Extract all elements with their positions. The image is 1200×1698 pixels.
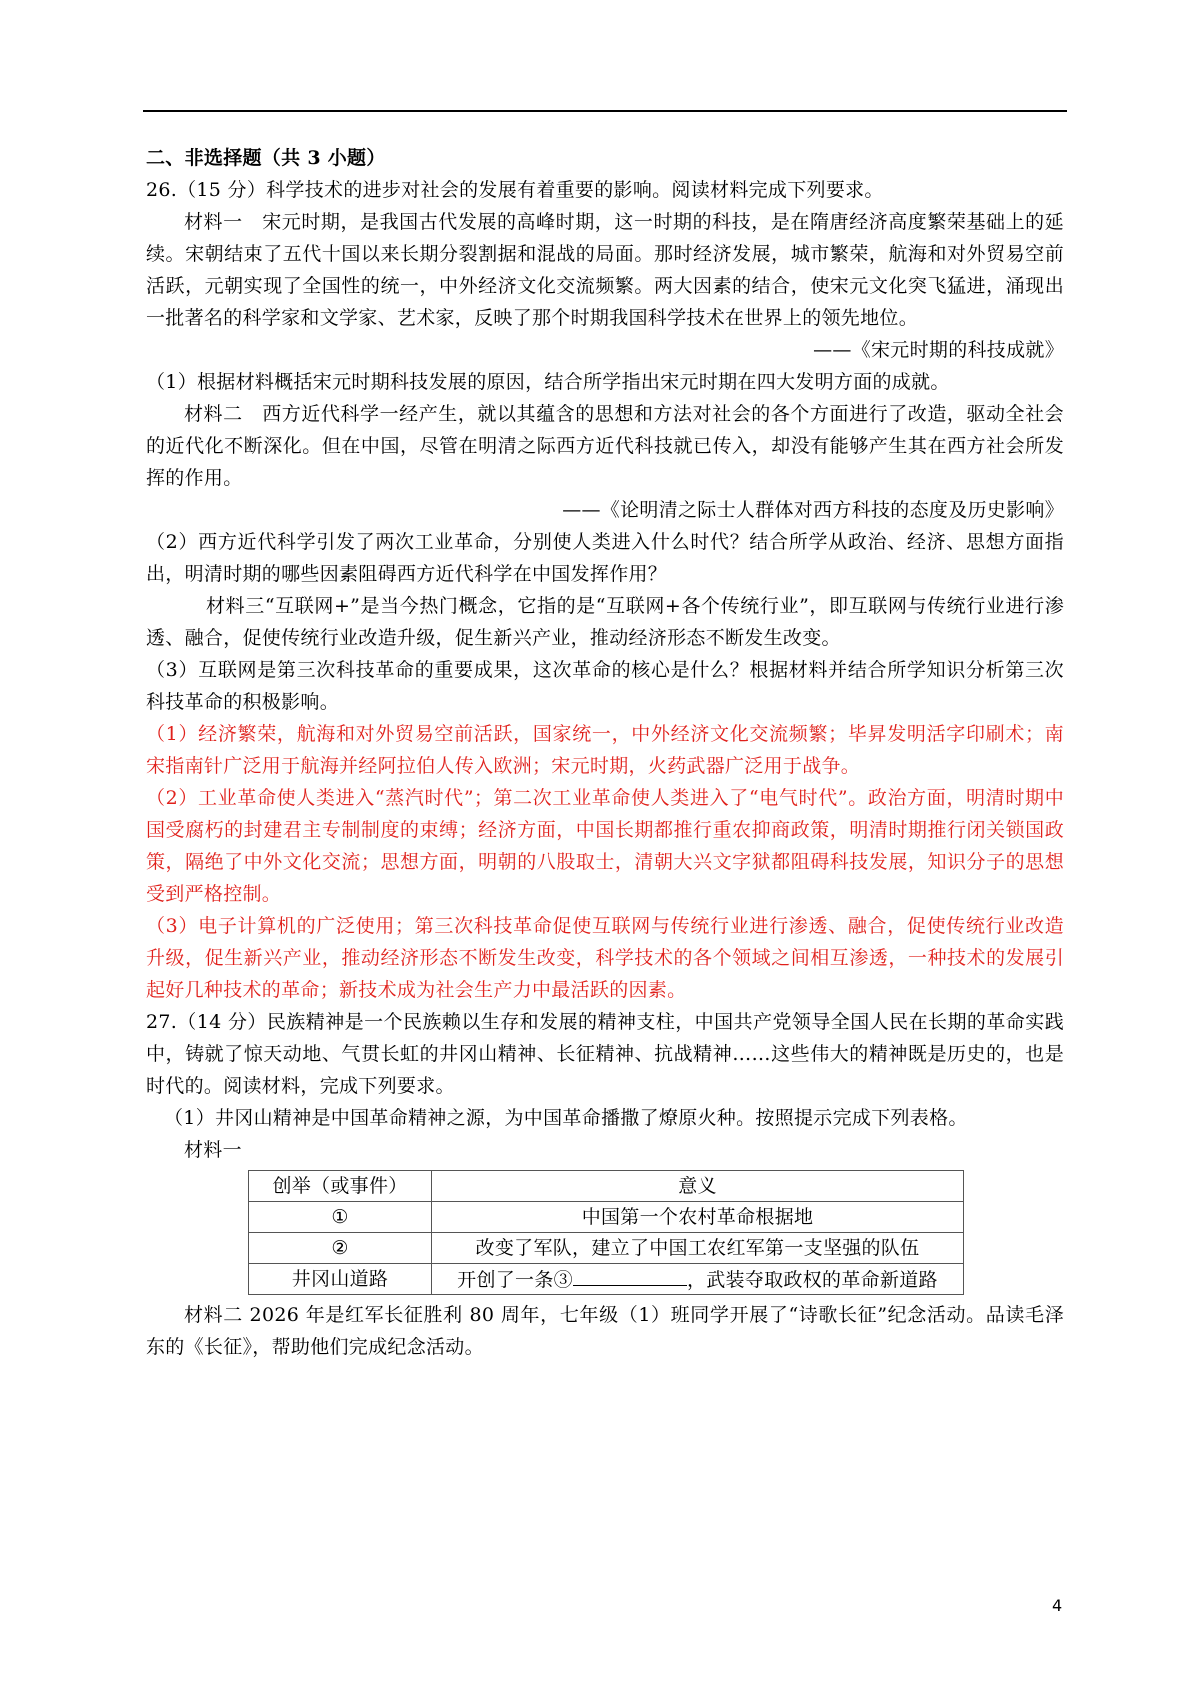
header-rule xyxy=(143,110,1067,112)
table-cell: 井冈山道路 xyxy=(249,1264,432,1295)
q26-sub2: （2）西方近代科学引发了两次工业革命，分别使人类进入什么时代？结合所学从政治、经济、思想方面指出，明清时期的哪些因素阻碍西方近代科学在中国发挥作用？ xyxy=(146,531,1064,585)
page-number: 4 xyxy=(1052,1596,1063,1615)
q26-answer3: （3）电子计算机的广泛使用；第三次科技革命促使互联网与传统行业进行渗透、融合，促使传统行业改造升级，促生新兴产业，推动经济形态不断发生改变，科学技术的各个领域之间相互渗透，一种技术的发展引起好几种技术的革命；新技术成为社会生产力中最活跃的因素。 xyxy=(146,915,1064,1001)
table-header-row xyxy=(249,1171,964,1202)
page-content xyxy=(146,142,1064,1363)
q26-answer1: （1）经济繁荣，航海和对外贸易空前活跃，国家统一，中外经济文化交流频繁；毕昇发明活字印刷术；南宋指南针广泛用于航海并经阿拉伯人传入欧洲；宋元时期，火药武器广泛用于战争。 xyxy=(146,723,1064,777)
q26-stem: 26.（15 分）科学技术的进步对社会的发展有着重要的影响。阅读材料完成下列要求。 xyxy=(146,179,884,201)
blank-suffix: ，武装夺取政权的革命新道路 xyxy=(686,1268,938,1291)
q27-material1-label: 材料一 xyxy=(184,1139,242,1161)
jinggangshan-table xyxy=(248,1170,964,1295)
table-cell-with-blank xyxy=(432,1264,964,1295)
table-row xyxy=(249,1264,964,1295)
blank-prefix: 开创了一条③ xyxy=(457,1268,573,1291)
answer-blank[interactable] xyxy=(573,1265,687,1286)
table-header-cell: 意义 xyxy=(432,1171,964,1202)
q26-source2: ——《论明清之际士人群体对西方科技的态度及历史影响》 xyxy=(562,499,1064,521)
table-cell: 改变了军队，建立了中国工农红军第一支坚强的队伍 xyxy=(432,1233,964,1264)
table-row xyxy=(249,1233,964,1264)
table-row xyxy=(249,1202,964,1233)
q26-source1: ——《宋元时期的科技成就》 xyxy=(813,339,1064,361)
q27-stem: 27.（14 分）民族精神是一个民族赖以生存和发展的精神支柱，中国共产党领导全国人民在长期的革命实践中，铸就了惊天动地、气贯长虹的井冈山精神、长征精神、抗战精神……这些伟大的精神既是历史的，也是时代的。阅读材料，完成下列要求。 xyxy=(146,1011,1064,1097)
q26-sub1: （1）根据材料概括宋元时期科技发展的原因，结合所学指出宋元时期在四大发明方面的成就。 xyxy=(146,371,950,393)
section-title: 二、非选择题（共 3 小题） xyxy=(146,147,386,169)
q26-material2: 材料二 西方近代科学一经产生，就以其蕴含的思想和方法对社会的各个方面进行了改造，驱动全社会的近代化不断深化。但在中国，尽管在明清之际西方近代科技就已传入，却没有能够产生其在西方社会所发挥的作用。 xyxy=(146,403,1064,489)
table-cell: ① xyxy=(249,1202,432,1233)
q26-material3: 材料三“互联网+”是当今热门概念，它指的是“互联网+各个传统行业”，即互联网与传统行业进行渗透、融合，促使传统行业改造升级，促生新兴产业，推动经济形态不断发生改变。 xyxy=(146,595,1064,649)
q27-material2: 材料二 2026 年是红军长征胜利 80 周年，七年级（1）班同学开展了“诗歌长征”纪念活动。品读毛泽东的《长征》，帮助他们完成纪念活动。 xyxy=(146,1304,1064,1358)
table-cell: 中国第一个农村革命根据地 xyxy=(432,1202,964,1233)
table-cell: ② xyxy=(249,1233,432,1264)
q27-sub1: （1）井冈山精神是中国革命精神之源，为中国革命播撒了燎原火种。按照提示完成下列表格。 xyxy=(164,1107,968,1129)
q26-sub3: （3）互联网是第三次科技革命的重要成果，这次革命的核心是什么？根据材料并结合所学知识分析第三次科技革命的积极影响。 xyxy=(146,659,1064,713)
table-header-cell: 创举（或事件） xyxy=(249,1171,432,1202)
q26-material1: 材料一 宋元时期，是我国古代发展的高峰时期，这一时期的科技，是在隋唐经济高度繁荣基础上的延续。宋朝结束了五代十国以来长期分裂割据和混战的局面。那时经济发展，城市繁荣，航海和对外贸易空前活跃，元朝实现了全国性的统一，中外经济文化交流频繁。两大因素的结合，使宋元文化突飞猛进，涌现出一批著名的科学家和文学家、艺术家，反映了那个时期我国科学技术在世界上的领先地位。 xyxy=(146,211,1064,329)
q26-answer2: （2）工业革命使人类进入“蒸汽时代”；第二次工业革命使人类进入了“电气时代”。政治方面，明清时期中国受腐朽的封建君主专制制度的束缚；经济方面，中国长期都推行重农抑商政策，明清时期推行闭关锁国政策，隔绝了中外文化交流；思想方面，明朝的八股取士，清朝大兴文字狱都阻碍科技发展，知识分子的思想受到严格控制。 xyxy=(146,787,1064,905)
